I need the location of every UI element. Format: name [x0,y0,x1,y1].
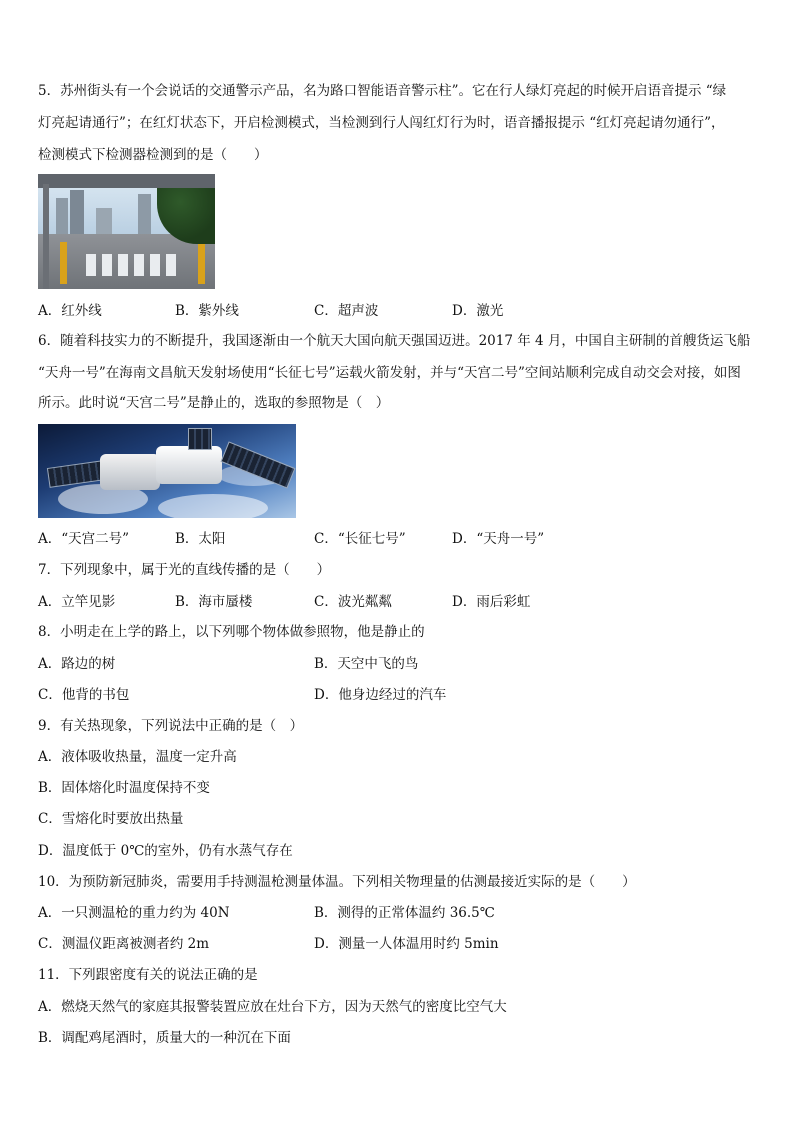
q9-option-a[interactable]: A．液体吸收热量，温度一定升高 [38,749,237,765]
q7-option-a[interactable]: A．立竿见影 [38,594,116,610]
q8-stem: 8．小明走在上学的路上，以下列哪个物体做参照物，他是静止的 [38,624,425,640]
q9-option-b[interactable]: B．固体熔化时温度保持不变 [38,780,210,796]
q11-stem: 11．下列跟密度有关的说法正确的是 [38,967,258,983]
q8-option-a[interactable]: A．路边的树 [38,656,116,672]
q10-option-c[interactable]: C．测温仪距离被测者约 2m [38,936,210,952]
q10-stem: 10．为预防新冠肺炎，需要用手持测温枪测量体温。下列相关物理量的估测最接近实际的是（ ） [38,874,636,890]
q8-option-b[interactable]: B．天空中飞的鸟 [314,656,419,672]
q8-option-d[interactable]: D．他身边经过的汽车 [314,687,447,703]
q7-option-b[interactable]: B．海市蜃楼 [175,594,253,610]
q6-option-c[interactable]: C．“长征七号” [314,531,406,547]
q10-option-a[interactable]: A．一只测温枪的重力约为 40N [38,905,230,921]
q6-option-d[interactable]: D．“天舟一号” [452,531,545,547]
q9-stem: 9．有关热现象，下列说法中正确的是（ ） [38,718,304,734]
q5-option-d[interactable]: D．激光 [452,303,504,319]
q7-stem: 7．下列现象中，属于光的直线传播的是（ ） [38,562,331,578]
q10-option-d[interactable]: D．测量一人体温用时约 5min [314,936,499,952]
q5-stem-line-3: 检测模式下检测器检测到的是（ ） [38,147,268,163]
q7-option-c[interactable]: C．波光粼粼 [314,594,392,610]
q6-stem-line-1: 6．随着科技实力的不断提升，我国逐渐由一个航天大国向航天强国迈进。2017 年 4 月，中国自主研制的首艘货运飞船 [38,333,751,349]
q5-option-b[interactable]: B．紫外线 [175,303,239,319]
q5-option-a[interactable]: A．红外线 [38,303,102,319]
q6-option-b[interactable]: B．太阳 [175,531,226,547]
q8-option-c[interactable]: C．他背的书包 [38,687,130,703]
q5-option-c[interactable]: C．超声波 [314,303,379,319]
q5-stem-line-2: 灯亮起请通行”；在红灯状态下，开启检测模式，当检测到行人闯红灯行为时，语音播报提示 “红灯亮起请勿通行”， [38,115,725,131]
q7-option-d[interactable]: D．雨后彩虹 [452,594,531,610]
q6-stem-line-3: 所示。此时说“天宫二号”是静止的，选取的参照物是（ ） [38,395,390,411]
q6-space-station-photo [38,424,296,518]
q6-option-a[interactable]: A．“天宫二号” [38,531,130,547]
q11-option-b[interactable]: B．调配鸡尾酒时，质量大的一种沉在下面 [38,1030,291,1046]
q9-option-c[interactable]: C．雪熔化时要放出热量 [38,811,184,827]
q10-option-b[interactable]: B．测得的正常体温约 36.5℃ [314,905,495,921]
q5-crosswalk-photo [38,174,215,289]
q9-option-d[interactable]: D．温度低于 0℃的室外，仍有水蒸气存在 [38,843,293,859]
q6-stem-line-2: “天舟一号”在海南文昌航天发射场使用“长征七号”运载火箭发射，并与“天宫二号”空间站顺利完成自动交会对接，如图 [38,365,741,381]
q11-option-a[interactable]: A．燃烧天然气的家庭其报警装置应放在灶台下方，因为天然气的密度比空气大 [38,999,507,1015]
q5-stem-line-1: 5．苏州街头有一个会说话的交通警示产品，名为路口智能语音警示柱”。它在行人绿灯亮起的时候开启语音提示 “绿 [38,83,727,99]
